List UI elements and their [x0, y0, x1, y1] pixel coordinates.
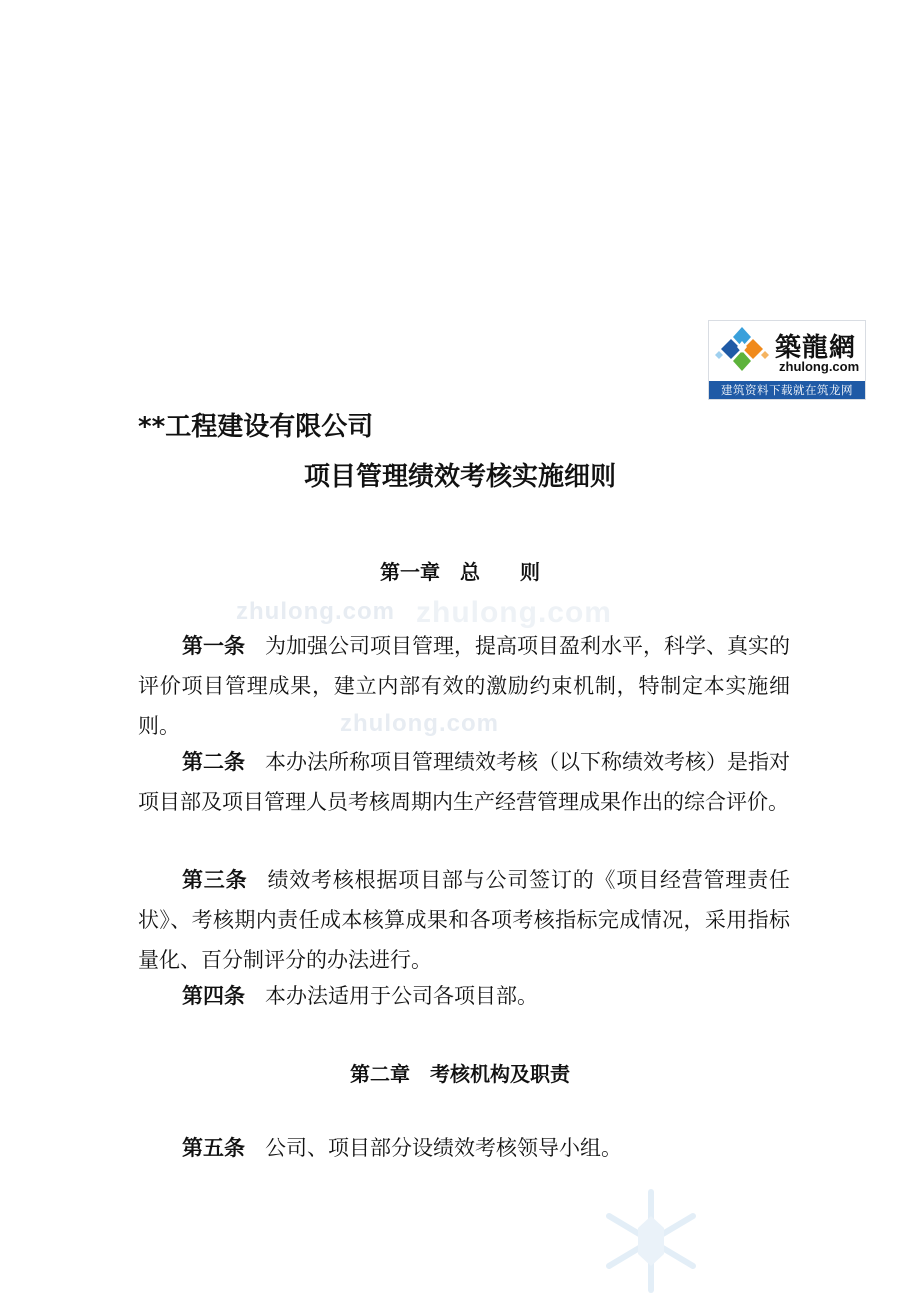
article-2	[138, 742, 790, 822]
document-title: 项目管理绩效考核实施细则	[303, 462, 616, 492]
article-label: 第一条	[182, 634, 245, 658]
article-text: 为加强公司项目管理，提高项目盈利水平，科学、真实的评价项目管理成果，建立内部有效的激励约束机制，特制定本实施细则。	[138, 634, 790, 738]
article-5	[138, 1128, 790, 1168]
article-label: 第四条	[182, 984, 245, 1008]
snowflake-watermark-icon	[596, 1186, 706, 1296]
article-label: 第三条	[182, 868, 248, 892]
company-name: **工程建设有限公司	[138, 412, 374, 442]
logo-domain: zhulong.com	[779, 359, 860, 374]
watermark-text: zhulong.com	[416, 596, 612, 629]
article-text: 绩效考核根据项目部与公司签订的《项目经营管理责任状》、考核期内责任成本核算成果和各项考核指标完成情况，采用指标量化、百分制评分的办法进行。	[138, 868, 791, 972]
article-label: 第二条	[182, 750, 245, 774]
logo-tagline: 建筑资料下载就在筑龙网	[709, 381, 865, 399]
watermark-text: zhulong.com	[340, 710, 499, 737]
watermark-text: zhulong.com	[236, 598, 395, 625]
chapter-1-heading: 第一章 总 则	[380, 560, 540, 584]
article-4	[138, 976, 790, 1016]
logo-chinese-name: 築龍網	[775, 333, 857, 363]
article-3	[138, 860, 790, 980]
article-text: 本办法适用于公司各项目部。	[265, 984, 538, 1008]
article-label: 第五条	[182, 1136, 245, 1160]
chapter-2-heading: 第二章 考核机构及职责	[350, 1062, 570, 1086]
article-text: 公司、项目部分设绩效考核领导小组。	[265, 1136, 622, 1160]
article-1	[138, 626, 790, 746]
zhulong-diamond-icon	[713, 325, 771, 379]
zhulong-logo	[708, 320, 866, 400]
article-text: 本办法所称项目管理绩效考核（以下称绩效考核）是指对项目部及项目管理人员考核周期内生产经营管理成果作出的综合评价。	[138, 750, 790, 814]
